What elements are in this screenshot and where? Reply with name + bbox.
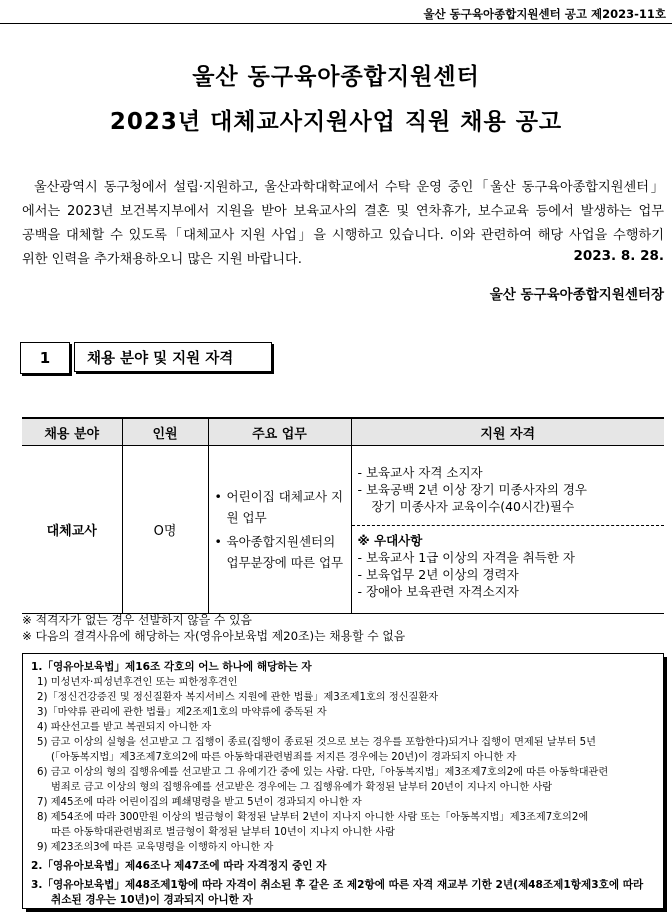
disqualify-item: 6) 금고 이상의 형의 집행유예를 선고받고 그 유예기간 중에 있는 사람. 다만,「아동복지법」제3조제7호의2에 따른 아동학대관련: [37, 767, 609, 778]
note-item: ※ 다음의 결격사유에 해당하는 자(영유아보육법 제20조)는 채용할 수 없음: [22, 629, 406, 643]
box-shadow-bottom: [26, 909, 667, 912]
preferred-item: - 장애아 보육관련 자격소지자: [357, 583, 519, 599]
section-number: 1: [20, 342, 70, 374]
note-item: ※ 적격자가 없는 경우 선발하지 않을 수 있음: [22, 613, 252, 627]
header-qualifications: 지원 자격: [351, 418, 664, 446]
announcement-date: 2023. 8. 28.: [573, 248, 664, 264]
disqualify-item: 4) 파산선고를 받고 복권되지 아니한 자: [37, 722, 212, 733]
duty-item: • 어린이집 대체교사 지원 업무: [227, 486, 351, 528]
disqualify-heading: 2.「영유아보육법」제46조나 제47조에 따라 자격정지 중인 자: [31, 860, 327, 872]
qualification-item: - 보육공백 2년 이상 장기 미종사자의 경우: [357, 481, 588, 497]
preferred-item: - 보육교사 1급 이상의 자격을 취득한 자: [357, 549, 575, 565]
table-header-row: [22, 418, 664, 446]
page-title: 울산 동구육아종합지원센터: [192, 64, 480, 90]
box-shadow-right: [664, 657, 667, 912]
header-field: 채용 분야: [22, 418, 122, 446]
intro-paragraph: [22, 176, 664, 272]
intro-text: 울산광역시 동구청에서 설립·지원하고, 울산과학대학교에서 수탁 운영 중인「울산 동구육아종합지원센터」에서는 2023년 보건복지부에서 지원을 받아 보육교사의 결혼 및 연차휴가, 보수교육 등에서 발생하는 업무 공백을 대체할 수 있도록「대체교사 지원 사업」을 시행하고 있습니다. 이와 관련하여 해당 사업을 수행하기 위한 인력을 추가채용하오니 많은 지원 바랍니다.: [22, 180, 664, 267]
cell-count: O명: [122, 446, 208, 614]
disqualify-item-cont: 따른 아동학대관련범죄로 벌금형이 확정된 날부터 10년이 지나지 아니한 사람: [51, 827, 395, 838]
disqualify-item: 9) 제23조의3에 따른 교육명령을 이행하지 아니한 자: [37, 842, 274, 853]
duty-item: • 육아종합지원센터의 업무분장에 따른 업무: [227, 531, 351, 573]
recruitment-table: [22, 417, 664, 614]
header-duties: 주요 업무: [208, 418, 351, 446]
disqualify-item: 5) 금고 이상의 실형을 선고받고 그 집행이 종료(집행이 종료된 것으로 보는 경우를 포함한다)되거나 집행이 면제된 날부터 5년: [37, 737, 596, 748]
disqualify-heading-cont: 취소된 경우는 10년)이 경과되지 아니한 자: [51, 894, 253, 906]
preferred-title: ※ 우대사항: [357, 532, 423, 548]
doc-number: 울산 동구육아종합지원센터 공고 제2023-11호: [423, 7, 666, 21]
header-count: 인원: [122, 418, 208, 446]
qualification-item: 장기 미종사자 교육이수(40시간)필수: [371, 498, 575, 514]
issuer-name: 울산 동구육아종합지원센터장: [489, 287, 664, 303]
disqualify-item: 8) 제54조에 따라 300만원 이상의 벌금형이 확정된 날부터 2년이 지나지 아니한 사람 또는「아동복지법」제3조제7호의2에: [37, 812, 589, 823]
disqualify-item-cont: (「아동복지법」제3조제7호의2에 따른 아동학대관련범죄를 저지른 경우에는 20년)이 경과되지 아니한 자: [51, 752, 517, 763]
disqualification-box: [22, 653, 664, 909]
cell-qualifications: [351, 446, 664, 614]
disqualify-item: 2)「정신건강증진 및 정신질환자 복지서비스 지원에 관한 법률」제3조제1호의 정신질환자: [37, 692, 439, 703]
qualification-item: - 보육교사 자격 소지자: [357, 464, 483, 480]
disqualify-heading: 3.「영유아보육법」제48조제1항에 따라 자격이 취소된 후 같은 조 제2항에 따른 자격 재교부 기한 2년(제48조제1항제3호에 따라: [31, 879, 644, 891]
qualification-list: [352, 454, 665, 526]
disqualify-item: 1) 미성년자·피성년후견인 또는 피한정후견인: [37, 677, 238, 688]
notes: [22, 612, 405, 644]
preferred-item: - 보육업무 2년 이상의 경력자: [357, 566, 519, 582]
cell-duties: [208, 446, 351, 614]
header-divider: [0, 23, 672, 24]
page-subtitle: 2023년 대체교사지원사업 직원 채용 공고: [109, 109, 563, 135]
disqualify-item-cont: 범죄로 금고 이상의 형의 집행유예를 선고받은 경우에는 그 집행유예가 확정된 날부터 20년이 지나지 아니한 사람: [51, 782, 553, 793]
cell-field: 대체교사: [22, 446, 122, 614]
preferred-list: [352, 526, 665, 606]
disqualify-item: 7) 제45조에 따라 어린이집의 폐쇄명령을 받고 5년이 경과되지 아니한 자: [37, 797, 362, 808]
disqualify-item: 3)「마약류 관리에 관한 법률」제2조제1호의 마약류에 중독된 자: [37, 707, 327, 718]
table-row: [22, 446, 664, 614]
disqualify-heading: 1.「영유아보육법」제16조 각호의 어느 하나에 해당하는 자: [31, 661, 312, 673]
section-title: 채용 분야 및 지원 자격: [74, 342, 272, 372]
